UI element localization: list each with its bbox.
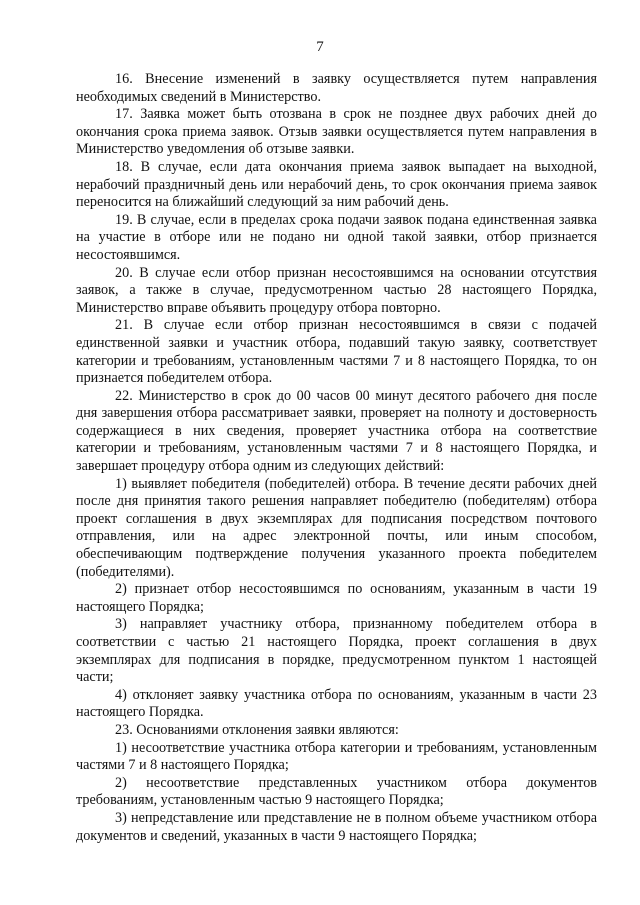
paragraph-22-item-1: 1) выявляет победителя (победителей) отбора. В течение десяти рабочих дней после дня принятия такого решения направляет победителю (победителям) отбора проект соглашения в двух экземплярах для подписания посредством почтового отправления, или на адрес электронной почты, или иным способом, обеспечивающим подтверждение получения указанного проекта победителем (победителями). [76, 475, 597, 580]
paragraph-22-item-3: 3) направляет участнику отбора, признанному победителем отбора в соответствии с частью 21 настоящего Порядка, проект соглашения в двух экземплярах для подписания в порядке, предусмотренном пунктом 1 настоящей части; [76, 616, 597, 686]
paragraph-22-item-4: 4) отклоняет заявку участника отбора по основаниям, указанным в части 23 настоящего Порядка. [76, 686, 597, 721]
document-body [76, 71, 597, 845]
paragraph-23-item-3: 3) непредставление или представление не в полном объеме участником отбора документов и сведений, указанных в части 9 настоящего Порядка; [76, 809, 597, 844]
paragraph-23: 23. Основаниями отклонения заявки являются: [115, 721, 399, 738]
page-number: 7 [316, 39, 324, 55]
paragraph-23-item-2: 2) несоответствие представленных участником отбора документов требованиям, установленным частью 9 настоящего Порядка; [76, 774, 597, 809]
paragraph-16: 16. Внесение изменений в заявку осуществляется путем направления необходимых сведений в Министерство. [76, 71, 597, 105]
paragraph-22-item-2: 2) признает отбор несостоявшимся по основаниям, указанным в части 19 настоящего Порядка; [76, 581, 597, 615]
paragraph-23-item-1: 1) несоответствие участника отбора категории и требованиям, установленным частями 7 и 8 настоящего Порядка; [76, 739, 597, 774]
paragraph-22: 22. Министерство в срок до 00 часов 00 минут десятого рабочего дня после дня завершения отбора рассматривает заявки, проверяет на полноту и достоверность содержащиеся в них сведения, проверяет участника отбора на соответствие категории и требованиям, установленным частями 7 и 8 настоящего Порядка, и завершает процедуру отбора одним из следующих действий: [76, 387, 597, 475]
paragraph-20: 20. В случае если отбор признан несостоявшимся на основании отсутствия заявок, а также в случае, предусмотренном частью 28 настоящего Порядка, Министерство вправе объявить процедуру отбора повторно. [76, 264, 597, 316]
paragraph-18: 18. В случае, если дата окончания приема заявок выпадает на выходной, нерабочий праздничный день или нерабочий день, то срок окончания приема заявок переносится на ближайший следующий за ним рабочий день. [76, 158, 597, 211]
paragraph-17: 17. Заявка может быть отозвана в срок не позднее двух рабочих дней до окончания срока приема заявок. Отзыв заявки осуществляется путем направления в Министерство уведомления об отзыве заявки. [76, 106, 597, 158]
paragraph-19: 19. В случае, если в пределах срока подачи заявок подана единственная заявка на участие в отборе или не подано ни одной такой заявки, отбор признается несостоявшимся. [76, 211, 597, 263]
paragraph-21: 21. В случае если отбор признан несостоявшимся в связи с подачей единственной заявки и участник отбора, подавший такую заявку, соответствует категории и требованиям, установленным частями 7 и 8 настоящего Порядка, то он признается победителем отбора. [76, 317, 597, 387]
